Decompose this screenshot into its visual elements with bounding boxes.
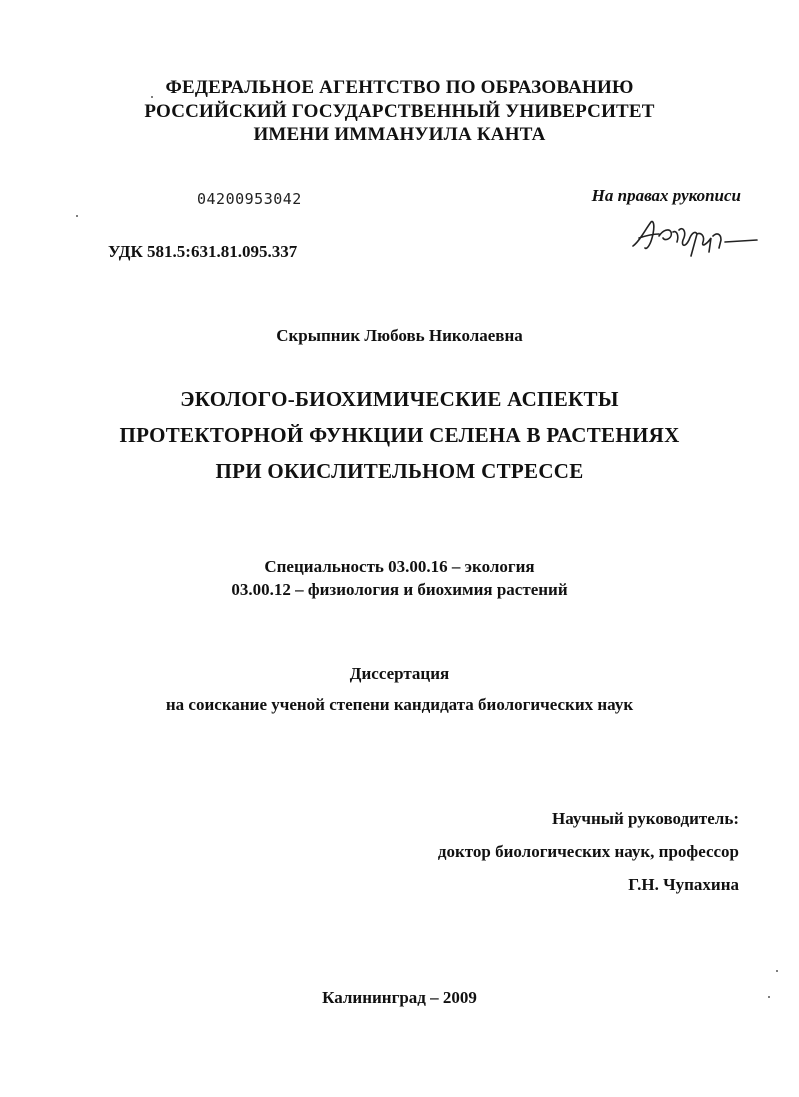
org-line-2: РОССИЙСКИЙ ГОСУДАРСТВЕННЫЙ УНИВЕРСИТЕТ: [144, 101, 655, 122]
dissertation-label: Диссертация: [349, 664, 450, 683]
supervisor-label: Научный руководитель:: [552, 809, 739, 828]
specialty-line-1: Специальность 03.00.16 – экология: [264, 557, 535, 576]
title-line-2: ПРОТЕКТОРНОЙ ФУНКЦИИ СЕЛЕНА В РАСТЕНИЯХ: [119, 423, 680, 447]
org-line-3: ИМЕНИ ИММАНУИЛА КАНТА: [253, 124, 546, 145]
rights-label: На правах рукописи: [591, 186, 741, 205]
title-line-3: ПРИ ОКИСЛИТЕЛЬНОМ СТРЕССЕ: [215, 459, 584, 483]
dissertation-purpose: на соискание ученой степени кандидата биологических наук: [165, 695, 634, 714]
author-name: Скрыпник Любовь Николаевна: [276, 326, 523, 345]
scan-speck: [768, 996, 770, 998]
title-line-1: ЭКОЛОГО-БИОХИМИЧЕСКИЕ АСПЕКТЫ: [180, 387, 619, 411]
org-line-1: ФЕДЕРАЛЬНОЕ АГЕНТСТВО ПО ОБРАЗОВАНИЮ: [165, 77, 634, 98]
city-year: Калининград – 2009: [322, 988, 477, 1007]
supervisor-name: Г.Н. Чупахина: [628, 875, 739, 894]
specialty-line-2: 03.00.12 – физиология и биохимия растений: [231, 580, 568, 599]
scan-speck: [776, 970, 778, 972]
supervisor-degree: доктор биологических наук, профессор: [437, 842, 739, 861]
stamp-number: 04200953042: [197, 190, 302, 208]
scan-speck: [76, 215, 78, 217]
signature-icon: [625, 212, 765, 262]
scan-speck: [151, 96, 153, 98]
udk-code: УДК 581.5:631.81.095.337: [108, 242, 298, 261]
